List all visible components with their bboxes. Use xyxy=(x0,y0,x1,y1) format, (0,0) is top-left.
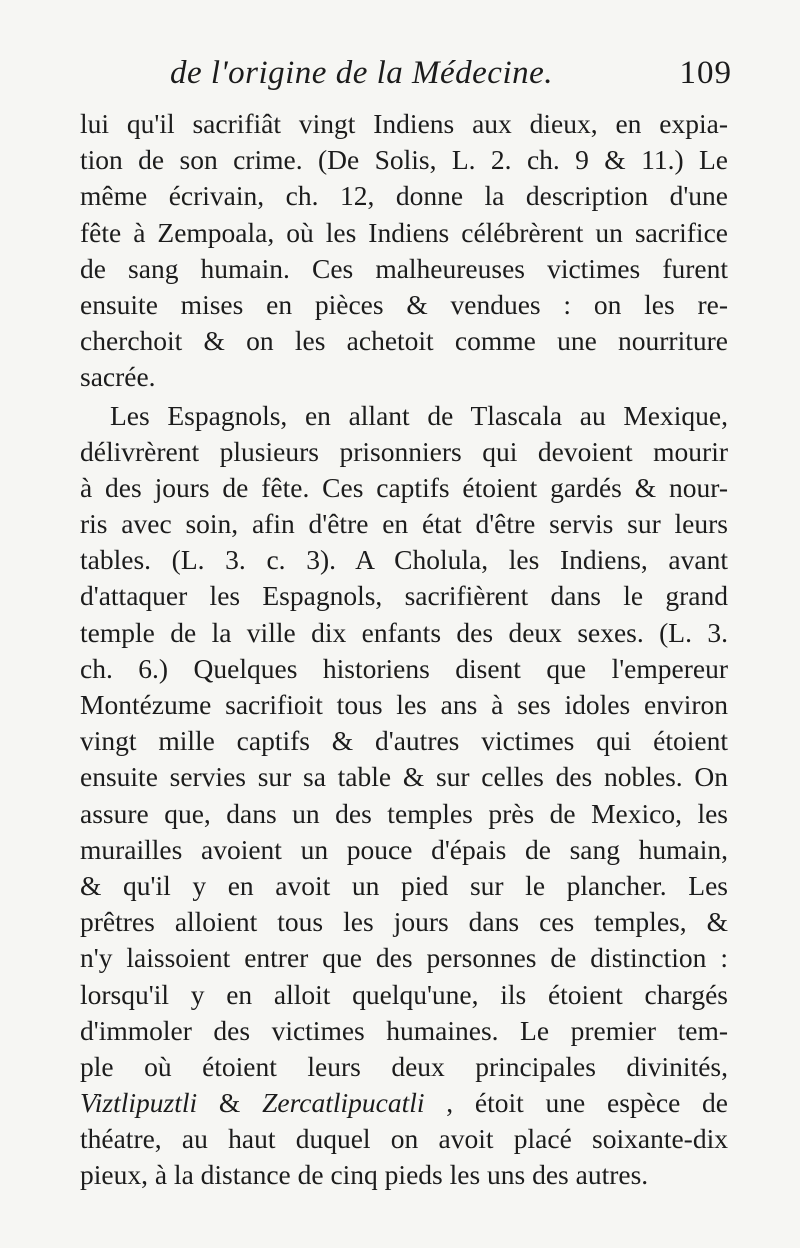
paragraph-1 xyxy=(80,106,728,396)
text-line: d'attaquer les Espagnols, sacrifièrent dans le grand xyxy=(80,580,728,612)
text-line: pieux, à la distance de cinq pieds les uns des autres. xyxy=(80,1159,649,1191)
text-run: , étoit une espèce de xyxy=(424,1087,728,1119)
text-line: ensuite servies sur sa table & sur celles des nobles. On xyxy=(80,761,728,793)
running-head xyxy=(170,50,740,96)
text-line: Les Espagnols, en allant de Tlascala au Mexique, xyxy=(110,399,728,431)
running-title: de l'origine de la Médecine. xyxy=(170,55,554,91)
text-run: & xyxy=(197,1087,263,1119)
text-line: théatre, au haut duquel on avoit placé soixante-dix xyxy=(80,1123,728,1155)
text-line: vingt mille captifs & d'autres victimes qui étoient xyxy=(80,725,728,757)
text-line: fête à Zempoala, où les Indiens célébrèrent un sacrifice xyxy=(80,216,728,248)
text-line: même écrivain, ch. 12, donne la description d'une xyxy=(80,180,728,212)
text-line: prêtres alloient tous les jours dans ces temples, & xyxy=(80,906,728,938)
text-line: à des jours de fête. Ces captifs étoient gardés & nour- xyxy=(80,471,728,503)
text-line: assure que, dans un des temples près de Mexico, les xyxy=(80,797,728,829)
text-line: tables. (L. 3. c. 3). A Cholula, les Indiens, avant xyxy=(80,544,728,576)
text-line: Montézume sacrifioit tous les ans à ses idoles environ xyxy=(80,689,728,720)
text-line: ensuite mises en pièces & vendues : on les re- xyxy=(80,288,728,320)
italic-name: Viztlipuztli xyxy=(80,1087,198,1119)
page-number: 109 xyxy=(679,55,732,91)
text-line: n'y laissoient entrer que des personnes de distinction : xyxy=(80,942,728,974)
text-line: ch. 6.) Quelques historiens disent que l'empereur xyxy=(80,652,728,684)
paragraph-2 xyxy=(80,398,728,1194)
text-line: tion de son crime. (De Solis, L. 2. ch. 9 & 11.) Le xyxy=(80,144,728,176)
body-text xyxy=(80,106,728,1194)
text-line: sacrée. xyxy=(80,361,156,393)
text-line: ple où étoient leurs deux principales divinités, xyxy=(80,1050,728,1082)
text-line: cherchoit & on les achetoit comme une nourriture xyxy=(80,325,728,357)
text-line: murailles avoient un pouce d'épais de sang humain, xyxy=(80,833,728,865)
text-line-with-italics xyxy=(80,1085,728,1121)
text-line: ris avec soin, afin d'être en état d'être servis sur leurs xyxy=(80,508,728,540)
italic-name: Zercatlipucatli xyxy=(262,1087,425,1119)
text-line: temple de la ville dix enfants des deux sexes. (L. 3. xyxy=(80,616,728,648)
text-line: d'immoler des victimes humaines. Le premier tem- xyxy=(80,1014,728,1046)
text-line: délivrèrent plusieurs prisonniers qui devoient mourir xyxy=(80,435,728,467)
text-line: lorsqu'il y en alloit quelqu'une, ils étoient chargés xyxy=(80,978,728,1010)
text-line: lui qu'il sacrifiât vingt Indiens aux dieux, en expia- xyxy=(80,108,728,139)
text-line: de sang humain. Ces malheureuses victimes furent xyxy=(80,252,728,284)
text-line: & qu'il y en avoit un pied sur le plancher. Les xyxy=(80,869,728,901)
